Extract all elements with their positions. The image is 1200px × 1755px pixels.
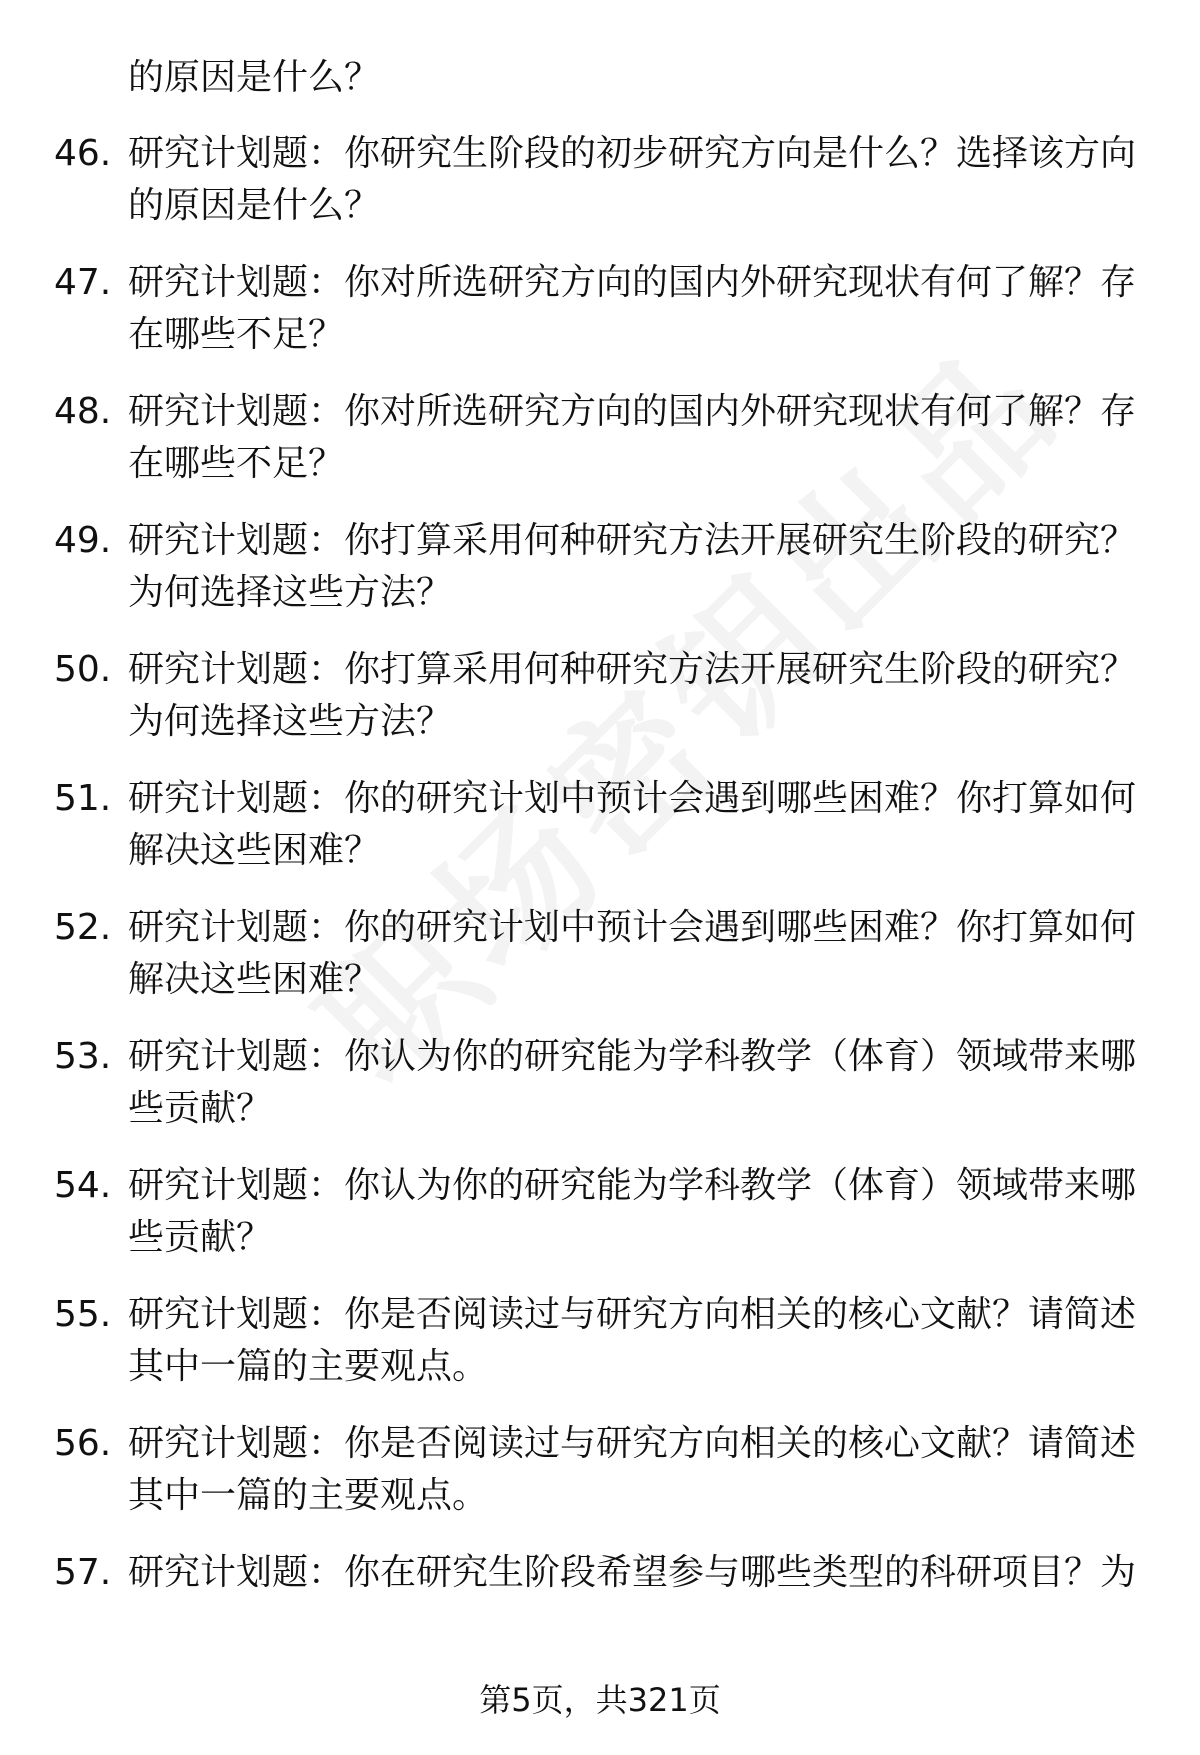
item-number: 48. [54, 391, 112, 432]
item-text-line1: 研究计划题：你的研究计划中预计会遇到哪些困难？你打算如何 [128, 778, 1137, 819]
item-text-line2: 些贡献？ [128, 1217, 273, 1258]
item-text-line1: 研究计划题：你的研究计划中预计会遇到哪些困难？你打算如何 [128, 907, 1137, 948]
item-text-line2: 为何选择这些方法？ [128, 701, 453, 742]
item-number: 57. [54, 1552, 112, 1593]
item-text-line2: 解决这些困难？ [128, 959, 381, 1000]
item-text-line2: 解决这些困难？ [128, 830, 381, 871]
item-text-line1: 研究计划题：你打算采用何种研究方法开展研究生阶段的研究？ [128, 520, 1137, 561]
item-number: 52. [54, 907, 112, 948]
item-text-line2: 的原因是什么？ [128, 185, 381, 226]
item-number: 53. [54, 1036, 112, 1077]
item-text-line2: 在哪些不足？ [128, 443, 345, 484]
item-text-line2: 为何选择这些方法？ [128, 572, 453, 613]
item-text-line2: 其中一篇的主要观点。 [128, 1346, 489, 1387]
item-number: 47. [54, 262, 112, 303]
item-number: 50. [54, 649, 112, 690]
item-number: 56. [54, 1423, 112, 1464]
continuation-line: 的原因是什么？ [128, 57, 381, 98]
item-text-line2: 些贡献？ [128, 1088, 273, 1129]
item-number: 49. [54, 520, 112, 561]
item-text-line1: 研究计划题：你在研究生阶段希望参与哪些类型的科研项目？为 [128, 1552, 1137, 1593]
item-text-line1: 研究计划题：你是否阅读过与研究方向相关的核心文献？请简述 [128, 1423, 1137, 1464]
item-text-line1: 研究计划题：你打算采用何种研究方法开展研究生阶段的研究？ [128, 649, 1137, 690]
item-text-line2: 在哪些不足？ [128, 314, 345, 355]
item-text-line1: 研究计划题：你认为你的研究能为学科教学（体育）领域带来哪 [128, 1036, 1137, 1077]
item-number: 55. [54, 1294, 112, 1335]
item-text-line1: 研究计划题：你研究生阶段的初步研究方向是什么？选择该方向 [128, 133, 1137, 174]
item-number: 51. [54, 778, 112, 819]
item-number: 46. [54, 133, 112, 174]
item-text-line2: 其中一篇的主要观点。 [128, 1475, 489, 1516]
item-text-line1: 研究计划题：你认为你的研究能为学科教学（体育）领域带来哪 [128, 1165, 1137, 1206]
item-text-line1: 研究计划题：你是否阅读过与研究方向相关的核心文献？请简述 [128, 1294, 1137, 1335]
page-footer: 第5页，共321页 [479, 1681, 721, 1719]
item-number: 54. [54, 1165, 112, 1206]
item-text-line1: 研究计划题：你对所选研究方向的国内外研究现状有何了解？存 [128, 262, 1137, 303]
item-text-line1: 研究计划题：你对所选研究方向的国内外研究现状有何了解？存 [128, 391, 1137, 432]
